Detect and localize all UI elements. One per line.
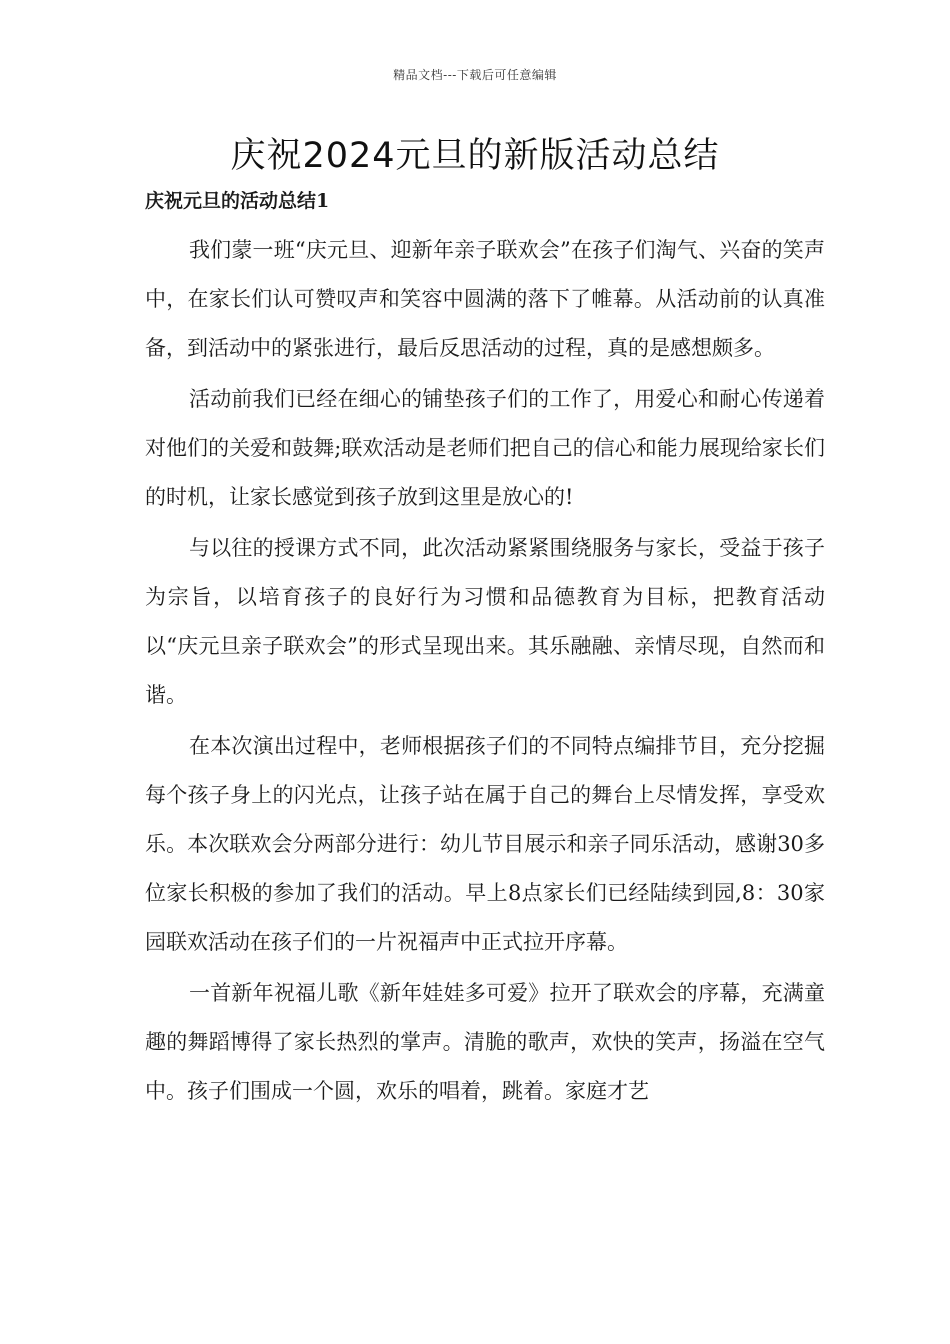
header-note: 精品文档---下载后可任意编辑 [393,68,557,82]
paragraph: 在本次演出过程中，老师根据孩子们的不同特点编排节目，充分挖掘每个孩子身上的闪光点，让孩子站在属于自己的舞台上尽情发挥，享受欢乐。本次联欢会分两部分进行：幼儿节目展示和亲子同乐活动，感谢30多位家长积极的参加了我们的活动。早上8点家长们已经陆续到园,8：30家园联欢活动在孩子们的一片祝福声中正式拉开序幕。 [145,734,825,954]
paragraph: 活动前我们已经在细心的铺垫孩子们的工作了，用爱心和耐心传递着对他们的关爱和鼓舞;联欢活动是老师们把自己的信心和能力展现给家长们的时机，让家长感觉到孩子放到这里是放心的! [145,387,825,509]
document-title: 庆祝2024元旦的新版活动总结 [230,136,720,176]
section-heading: 庆祝元旦的活动总结1 [145,190,330,212]
paragraph: 一首新年祝福儿歌《新年娃娃多可爱》拉开了联欢会的序幕，充满童趣的舞蹈博得了家长热烈的掌声。清脆的歌声，欢快的笑声，扬溢在空气中。孩子们围成一个圆，欢乐的唱着，跳着。家庭才艺 [145,981,825,1103]
body-text [145,226,825,1118]
paragraph: 与以往的授课方式不同，此次活动紧紧围绕服务与家长，受益于孩子为宗旨，以培育孩子的良好行为习惯和品德教育为目标，把教育活动以“庆元旦亲子联欢会”的形式呈现出来。其乐融融、亲情尽现，自然而和谐。 [145,536,825,707]
paragraph: 我们蒙一班“庆元旦、迎新年亲子联欢会”在孩子们淘气、兴奋的笑声中，在家长们认可赞叹声和笑容中圆满的落下了帷幕。从活动前的认真准备，到活动中的紧张进行，最后反思活动的过程，真的是感想颇多。 [145,238,825,360]
